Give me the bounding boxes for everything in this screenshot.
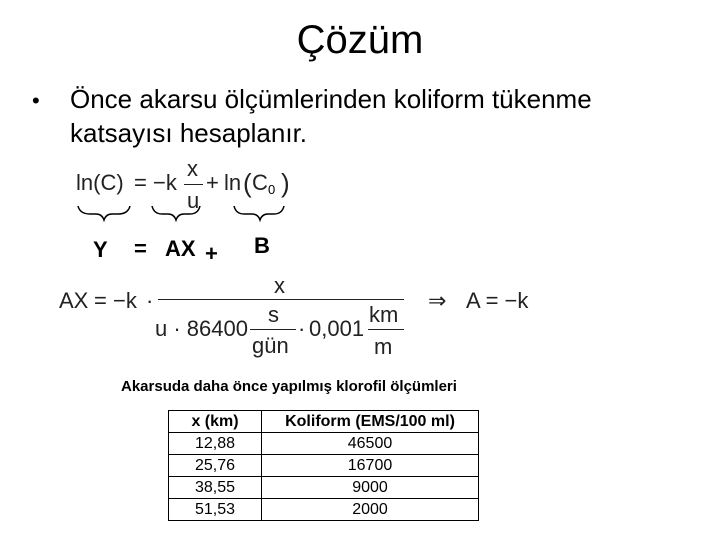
eq1-neg-k: −k xyxy=(153,170,177,195)
table-row xyxy=(169,433,479,455)
eq2-km: km xyxy=(369,302,399,327)
koliform-table xyxy=(168,410,479,521)
table-cell-koliform: 2000 xyxy=(262,499,479,521)
eq2-equals: = xyxy=(94,288,107,313)
eq2-s-frac-bar xyxy=(250,329,296,330)
table-cell-koliform: 46500 xyxy=(262,433,479,455)
eq2-x: x xyxy=(274,273,285,298)
eq1-frac-num: x xyxy=(187,156,198,181)
map-b: B xyxy=(254,233,270,258)
map-y: Y xyxy=(93,237,108,262)
table-cell-koliform: 16700 xyxy=(262,455,479,477)
eq2-result: A = −k xyxy=(466,288,529,313)
table-cell-x: 51,53 xyxy=(169,499,262,521)
slide-title: Çözüm xyxy=(296,18,424,62)
eq2-dot2: · xyxy=(298,316,306,341)
eq2-unit-frac-bar xyxy=(368,329,404,330)
bullet-symbol: • xyxy=(32,88,40,113)
table-cell-x: 12,88 xyxy=(169,433,262,455)
eq2-lhs: AX xyxy=(59,288,89,313)
eq2-implies: ⇒ xyxy=(428,288,447,313)
table-header-x: x (km) xyxy=(169,411,262,433)
eq2-u-expr: u · 86400 xyxy=(155,316,248,341)
table-caption: Akarsuda daha önce yapılmış klorofil ölçümleri xyxy=(121,378,457,395)
eq1-plus: + xyxy=(206,170,219,195)
eq1-paren-close: ) xyxy=(281,168,290,198)
map-equals: = xyxy=(134,236,147,261)
eq2-s: s xyxy=(268,302,279,327)
eq1-equals: = xyxy=(134,170,147,195)
eq2-m: m xyxy=(374,334,393,359)
eq1-lhs: ln(C) xyxy=(76,170,124,195)
table-cell-x: 25,76 xyxy=(169,455,262,477)
eq1-c0-sub: 0 xyxy=(268,182,276,197)
eq2-gun: gün xyxy=(252,333,289,358)
table-cell-x: 38,55 xyxy=(169,477,262,499)
table-row xyxy=(169,477,479,499)
table-cell-koliform: 9000 xyxy=(262,477,479,499)
table-row xyxy=(169,455,479,477)
eq1-frac-den: u xyxy=(187,188,200,213)
eq2-neg-k: −k xyxy=(113,288,137,313)
table-header-koliform: Koliform (EMS/100 ml) xyxy=(262,411,479,433)
table-header-row xyxy=(169,411,479,433)
eq1-c0: C xyxy=(252,170,268,195)
eq1-paren-open: ( xyxy=(243,168,252,198)
eq1-ln: ln xyxy=(224,170,242,195)
bullet-text: Önce akarsu ölçümlerinden koliform tükenme katsayısı hesaplanır. xyxy=(70,84,592,148)
eq2-dot: · xyxy=(146,288,154,313)
table-row xyxy=(169,499,479,521)
map-plus: + xyxy=(205,241,218,266)
eq2-main-frac-bar xyxy=(158,299,404,300)
map-ax: AX xyxy=(165,236,196,261)
eq2-coef: 0,001 xyxy=(309,316,365,341)
